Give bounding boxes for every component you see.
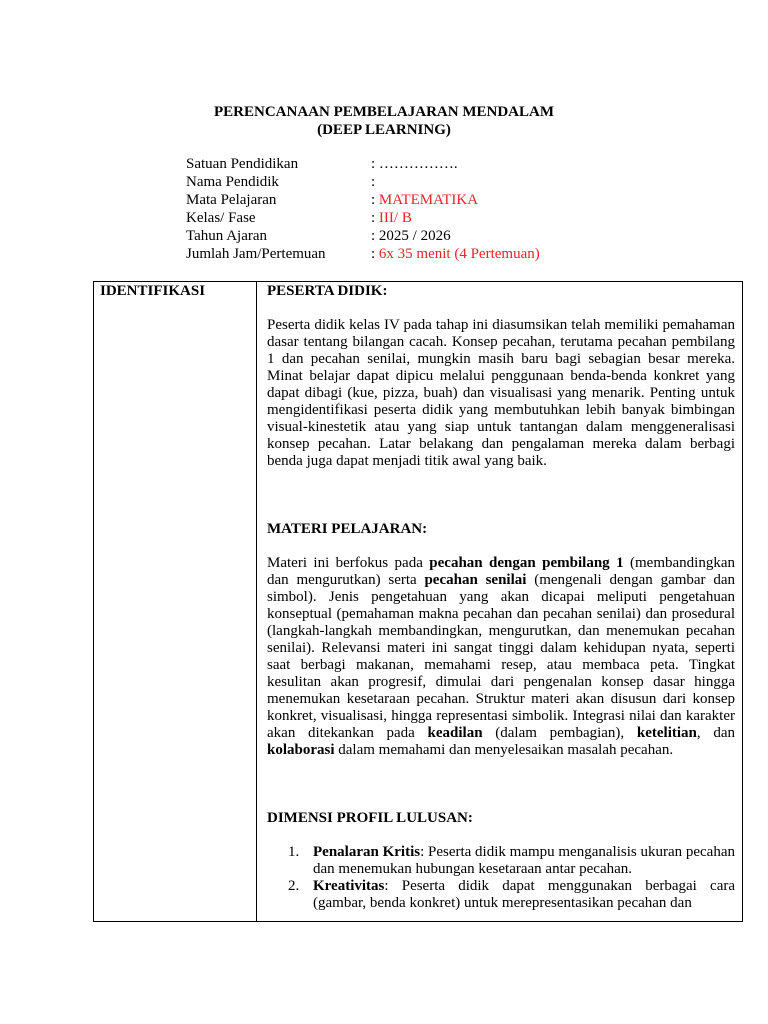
meta-row xyxy=(186,173,540,191)
meta-value: : III/ B xyxy=(371,210,412,226)
meta-row xyxy=(186,209,540,227)
identifikasi-cell: IDENTIFIKASI xyxy=(94,282,257,922)
meta-row xyxy=(186,155,540,173)
meta-label: Nama Pendidik xyxy=(186,174,279,190)
content-cell xyxy=(257,282,743,922)
title-line-2: (DEEP LEARNING) xyxy=(317,122,451,138)
meta-label: Tahun Ajaran xyxy=(186,228,268,244)
meta-row xyxy=(186,191,540,209)
meta-label: Kelas/ Fase xyxy=(186,210,256,226)
meta-label: Mata Pelajaran xyxy=(186,192,277,208)
materi-text: Materi ini berfokus pada pecahan dengan pembilang 1 (membandingkan dan mengurutkan) serta pecahan senilai (mengenali dengan gambar dan simbol). Jenis pengetahuan yang akan dicapai meliputi pengetahuan konseptual (pemahaman makna pecahan dan pecahan senilai) dan prosedural (langkah-langkah membandingkan, mengurutkan, dan menemukan pecahan senilai). Relevansi materi ini sangat tinggi dalam kehidupan nyata, seperti saat berbagi makanan, memahami resep, atau membaca peta. Tingkat kesulitan akan progresif, dimulai dari pengenalan konsep dasar hingga menemukan kesetaraan pecahan. Struktur materi akan disusun dari konsep konkret, visualisasi, hingga representasi simbolik. Integrasi nilai dan karakter akan ditekankan pada keadilan (dalam pembagian), ketelitian, dan kolaborasi dalam memahami dan menyelesaikan masalah pecahan. xyxy=(267,555,735,758)
document-title xyxy=(0,103,768,139)
identification-table xyxy=(93,281,743,922)
list-item: 2. Kreativitas: Peserta didik dapat menggunakan berbagai cara (gambar, benda konkret) untuk merepresentasikan pecahan dan xyxy=(303,878,735,912)
meta-row xyxy=(186,245,540,263)
meta-info xyxy=(186,155,540,263)
meta-value: : xyxy=(371,174,376,190)
title-line-1: PERENCANAAN PEMBELAJARAN MENDALAM xyxy=(214,104,554,120)
dimensi-heading: DIMENSI PROFIL LULUSAN: xyxy=(267,810,473,826)
meta-label: Jumlah Jam/Pertemuan xyxy=(186,246,326,262)
meta-value: : MATEMATIKA xyxy=(371,192,479,208)
meta-label: Satuan Pendidikan xyxy=(186,156,299,172)
materi-heading: MATERI PELAJARAN: xyxy=(267,521,428,537)
peserta-text: Peserta didik kelas IV pada tahap ini diasumsikan telah memiliki pemahaman dasar tentang bilangan cacah. Konsep pecahan, terutama pecahan pembilang 1 dan pecahan senilai, mungkin masih baru bagi sebagian besar mereka. Minat belajar dapat dipicu melalui penggunaan benda-benda konkret yang dapat dibagi (kue, pizza, buah) dan visualisasi yang menarik. Penting untuk mengidentifikasi peserta didik yang membutuhkan lebih banyak bimbingan visual-kinestetik atau yang siap untuk tantangan dalam menggeneralisasi konsep pecahan. Latar belakang dan pengalaman mereka dalam berbagi benda juga dapat menjadi titik awal yang baik. xyxy=(267,317,735,469)
meta-value: : 2025 / 2026 xyxy=(371,228,451,244)
meta-row xyxy=(186,227,540,245)
meta-value: : 6x 35 menit (4 Pertemuan) xyxy=(371,246,540,262)
list-item: 1. Penalaran Kritis: Peserta didik mampu menganalisis ukuran pecahan dan menemukan hubungan kesetaraan antar pecahan. xyxy=(303,844,735,878)
meta-value: : ……………. xyxy=(371,156,458,172)
dimensi-list xyxy=(267,844,735,912)
peserta-heading: PESERTA DIDIK: xyxy=(267,283,388,299)
